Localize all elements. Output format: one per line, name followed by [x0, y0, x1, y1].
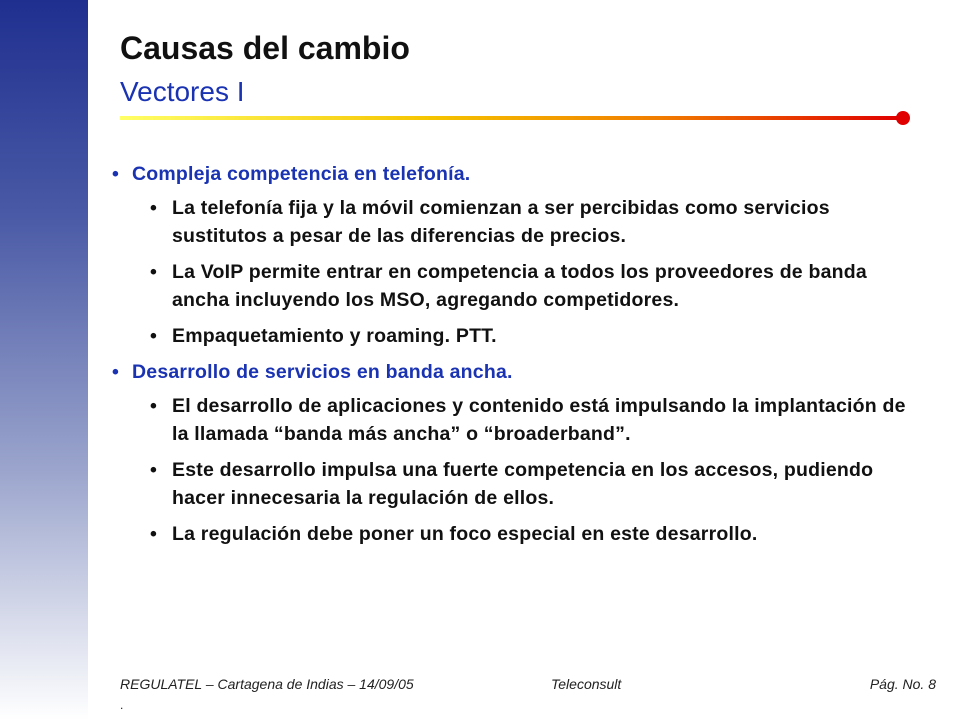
- footer-page-number: Pág. No. 8: [869, 676, 936, 692]
- list-item: [150, 392, 912, 448]
- bullet-icon: •: [112, 361, 120, 383]
- bullet-icon: •: [150, 325, 158, 347]
- list-item: [150, 258, 912, 314]
- list-item-text: Empaquetamiento y roaming. PTT.: [172, 325, 497, 347]
- list-item-text: Este desarrollo impulsa una fuerte competencia en los accesos, pudiendo hacer innecesaria la regulación de ellos.: [172, 459, 874, 509]
- slide-body: [112, 160, 912, 556]
- bullet-icon: •: [150, 459, 158, 481]
- list-item-text: La telefonía fija y la móvil comienzan a ser percibidas como servicios sustitutos a pesar de las diferencias de precios.: [172, 197, 830, 247]
- section-heading: [112, 358, 912, 386]
- list-item-text: La regulación debe poner un foco especial en este desarrollo.: [172, 523, 758, 545]
- list-item: [150, 322, 912, 350]
- sidebar-gradient-band: [0, 0, 88, 720]
- title-underline-rule: [120, 116, 900, 120]
- slide-title: Causas del cambio: [120, 30, 410, 66]
- bullet-icon: •: [150, 261, 158, 283]
- bullet-icon: •: [112, 163, 120, 185]
- slide-subtitle: Vectores I: [120, 76, 245, 107]
- section-heading-text: Desarrollo de servicios en banda ancha.: [132, 361, 513, 383]
- rule-end-dot: [896, 111, 910, 125]
- footer-dot: .: [120, 698, 124, 712]
- list-item-text: La VoIP permite entrar en competencia a todos los proveedores de banda ancha incluyendo los MSO, agregando competidores.: [172, 261, 867, 311]
- section-heading-text: Compleja competencia en telefonía.: [132, 163, 471, 185]
- bullet-icon: •: [150, 197, 158, 219]
- footer-company: Teleconsult: [551, 676, 622, 692]
- list-item-text: El desarrollo de aplicaciones y contenido está impulsando la implantación de la llamada “banda más ancha” o “broaderband”.: [172, 395, 906, 445]
- list-item: [150, 456, 912, 512]
- list-item: [150, 520, 912, 548]
- bullet-icon: •: [150, 523, 158, 545]
- footer-event: REGULATEL – Cartagena de Indias – 14/09/05: [120, 676, 414, 692]
- section-heading: [112, 160, 912, 188]
- bullet-icon: •: [150, 395, 158, 417]
- list-item: [150, 194, 912, 250]
